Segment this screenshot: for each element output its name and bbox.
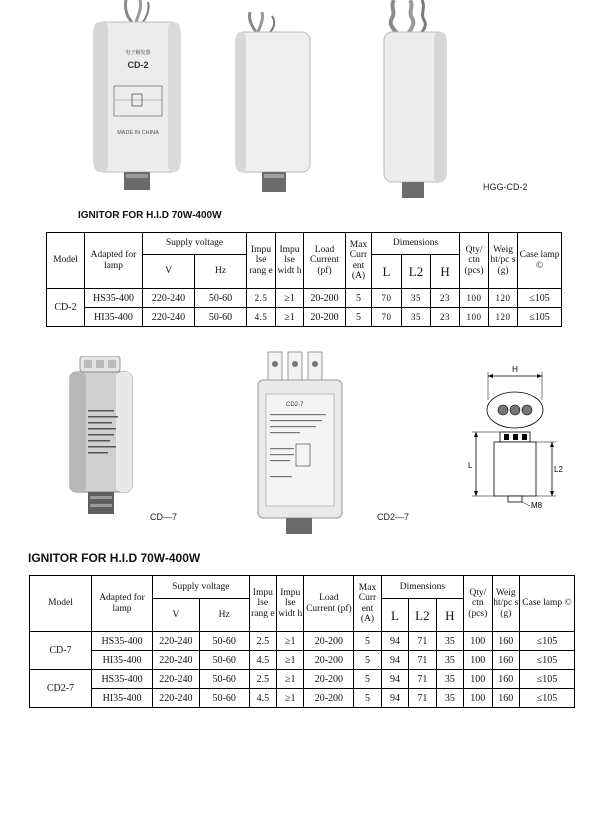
t2-model-cd7: CD-7 (30, 632, 92, 670)
cell-qty: 100 (464, 689, 492, 708)
diagram-h-label: H (512, 365, 518, 374)
cell-weight: 160 (492, 689, 519, 708)
cell-l2: 71 (409, 689, 436, 708)
cell-v: 220-240 (143, 289, 195, 308)
t2-h-l2: L2 (409, 599, 436, 632)
cell-max: 5 (354, 651, 381, 670)
table2 (29, 575, 575, 708)
cell-l: 94 (381, 689, 408, 708)
cell-width: ≥1 (277, 632, 304, 651)
t1-h-l: L (372, 255, 402, 289)
cd2-cylinder-photo (88, 0, 188, 195)
cell-weight: 120 (489, 289, 518, 308)
diagram-l-label: L (468, 461, 473, 470)
table-row (30, 632, 575, 651)
cell-v: 220-240 (153, 651, 200, 670)
cell-h: 35 (436, 651, 463, 670)
cell-max: 5 (354, 689, 381, 708)
cell-v: 220-240 (153, 632, 200, 651)
t1-h-adapted: Adapted for lamp (85, 233, 143, 289)
cell-l2: 35 (402, 308, 431, 327)
cell-load: 20-200 (304, 308, 346, 327)
cell-width: ≥1 (276, 289, 304, 308)
cell-width: ≥1 (277, 689, 304, 708)
cell-lamp: HI35-400 (92, 651, 153, 670)
cell-range: 4.5 (249, 651, 276, 670)
table-row (30, 670, 575, 689)
cell-h: 35 (436, 632, 463, 651)
t2-h-load: Load Current (pf) (304, 576, 354, 632)
cell-weight: 120 (489, 308, 518, 327)
cell-qty: 100 (464, 632, 492, 651)
cell-weight: 160 (492, 670, 519, 689)
cell-hz: 50-60 (199, 651, 249, 670)
cd27-caption: CD2—7 (377, 512, 410, 522)
t1-model: CD-2 (47, 289, 85, 327)
cell-width: ≥1 (276, 308, 304, 327)
t1-h-weight: Weig ht/pc s (g) (489, 233, 518, 289)
cell-range: 2.5 (249, 632, 276, 651)
cell-h: 23 (431, 308, 460, 327)
t2-h-impulse-range: Impu lse rang e (249, 576, 276, 632)
cell-max: 5 (354, 670, 381, 689)
cell-case: ≤105 (518, 289, 562, 308)
t2-h-v: V (153, 599, 200, 632)
t1-h-qty: Qty/ ctn (pcs) (460, 233, 489, 289)
cell-l2: 71 (409, 632, 436, 651)
cell-hz: 50-60 (199, 632, 249, 651)
cell-v: 220-240 (153, 670, 200, 689)
t1-h-h: H (431, 255, 460, 289)
table-row (47, 308, 562, 327)
cell-lamp: HS35-400 (85, 289, 143, 308)
cell-l: 70 (372, 289, 402, 308)
t2-h-hz: Hz (199, 599, 249, 632)
cell-qty: 100 (464, 670, 492, 689)
table2-title: IGNITOR FOR H.I.D 70W-400W (28, 551, 201, 565)
t1-h-impulse-width: Impu lse widt h (276, 233, 304, 289)
cell-v: 220-240 (143, 308, 195, 327)
cell-h: 23 (431, 289, 460, 308)
t2-h-l: L (381, 599, 408, 632)
cell-hz: 50-60 (199, 670, 249, 689)
cell-v: 220-240 (153, 689, 200, 708)
t1-h-dimensions: Dimensions (372, 233, 460, 255)
cell-max: 5 (346, 289, 372, 308)
table1-title: IGNITOR FOR H.I.D 70W-400W (78, 210, 222, 221)
t1-h-case: Case lamp © (518, 233, 562, 289)
cell-l: 94 (381, 651, 408, 670)
t1-h-max: Max Curr ent (A) (346, 233, 372, 289)
t1-h-v: V (143, 255, 195, 289)
cell-case: ≤105 (519, 689, 574, 708)
cd2-box-photo (228, 12, 318, 197)
cell-load: 20-200 (304, 289, 346, 308)
cell-range: 2.5 (247, 289, 276, 308)
cd27-body-label: CD2-7 (286, 402, 304, 408)
cell-range: 4.5 (247, 308, 276, 327)
cell-lamp: HI35-400 (85, 308, 143, 327)
cell-l2: 71 (409, 651, 436, 670)
cell-load: 20-200 (304, 689, 354, 708)
cell-range: 4.5 (249, 689, 276, 708)
cell-qty: 100 (460, 289, 489, 308)
t2-h-max: Max Curr ent (A) (354, 576, 381, 632)
cell-width: ≥1 (277, 670, 304, 689)
hgg-cd2-photo (380, 0, 460, 200)
cd27-box-photo (252, 348, 348, 538)
cell-lamp: HS35-400 (92, 670, 153, 689)
diagram-m8-label: M8 (531, 501, 543, 510)
cell-load: 20-200 (304, 651, 354, 670)
cell-l: 94 (381, 632, 408, 651)
t1-h-hz: Hz (195, 255, 247, 289)
cell-load: 20-200 (304, 632, 354, 651)
hgg-cd2-caption: HGG-CD-2 (483, 182, 528, 192)
t2-h-dimensions: Dimensions (381, 576, 463, 599)
t1-h-l2: L2 (402, 255, 431, 289)
cd2-body-title: 电子触发器 (125, 51, 151, 56)
t2-h-weight: Weig ht/pc s (g) (492, 576, 519, 632)
cell-lamp: HI35-400 (92, 689, 153, 708)
cell-case: ≤105 (519, 632, 574, 651)
cell-qty: 100 (460, 308, 489, 327)
cell-case: ≤105 (518, 308, 562, 327)
cell-hz: 50-60 (195, 308, 247, 327)
t2-model-cd27: CD2-7 (30, 670, 92, 708)
t1-h-model: Model (47, 233, 85, 289)
t2-h-case: Case lamp © (519, 576, 574, 632)
t1-h-load: Load Current (pf) (304, 233, 346, 289)
dimension-diagram (460, 360, 580, 510)
cell-hz: 50-60 (199, 689, 249, 708)
t1-h-impulse-range: Impu lse rang e (247, 233, 276, 289)
cell-h: 35 (436, 670, 463, 689)
diagram-l2-label: L2 (554, 465, 563, 474)
table-row (47, 289, 562, 308)
t2-h-adapted: Adapted for lamp (92, 576, 153, 632)
cd7-cylinder-photo (66, 356, 142, 526)
cell-lamp: HS35-400 (92, 632, 153, 651)
t2-h-qty: Qty/ ctn (pcs) (464, 576, 492, 632)
cell-h: 35 (436, 689, 463, 708)
cell-weight: 160 (492, 632, 519, 651)
t2-h-h: H (436, 599, 463, 632)
cell-case: ≤105 (519, 670, 574, 689)
cell-case: ≤105 (519, 651, 574, 670)
cell-hz: 50-60 (195, 289, 247, 308)
cell-range: 2.5 (249, 670, 276, 689)
cell-max: 5 (354, 632, 381, 651)
cd2-body-label: CD-2 (127, 60, 149, 70)
cell-qty: 100 (464, 651, 492, 670)
t2-h-supply: Supply voltage (153, 576, 250, 599)
cell-weight: 160 (492, 651, 519, 670)
t2-h-model: Model (30, 576, 92, 632)
cell-load: 20-200 (304, 670, 354, 689)
cell-l2: 71 (409, 670, 436, 689)
cell-width: ≥1 (277, 651, 304, 670)
cell-l: 94 (381, 670, 408, 689)
cell-l: 70 (372, 308, 402, 327)
cell-max: 5 (346, 308, 372, 327)
t1-h-supply: Supply voltage (143, 233, 247, 255)
cd7-caption: CD—7 (150, 512, 178, 522)
cd2-body-made: MADE IN CHINA (117, 130, 159, 136)
t2-h-impulse-width: Impu lse widt h (277, 576, 304, 632)
table-row (30, 689, 575, 708)
cell-l2: 35 (402, 289, 431, 308)
table-row (30, 651, 575, 670)
table1 (46, 232, 562, 327)
